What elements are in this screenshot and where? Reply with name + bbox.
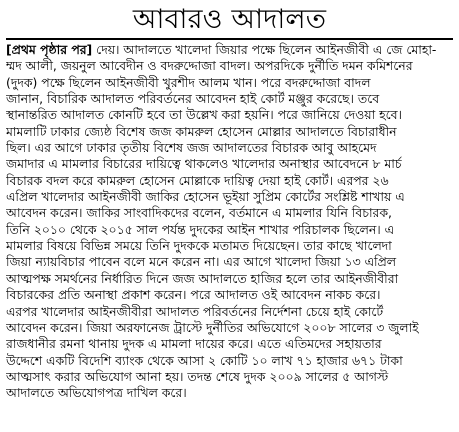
article-line-text: দেয়। আদালতে খালেদা জিয়ার পক্ষে ছিলেন আইনজীবী এ জে মোহা- bbox=[92, 42, 437, 57]
article-line: আত্মসাৎ করার অভিযোগ আনা হয়। তদন্ত শেষে দুদক ২০০৯ সালের ৫ আগস্ট bbox=[6, 368, 389, 384]
article-line: এরপর খালেদার আইনজীবীরা আদালত পরিবর্তনের নির্দেশনা চেয়ে হাই কোর্টে bbox=[6, 303, 384, 319]
article-line: মামলাটি ঢাকার জ্যেষ্ঠ বিশেষ জজ কামরুল হোসেন মোল্লার আদালতে বিচারাধীন bbox=[6, 123, 397, 139]
article-line: জিয়া ন্যায়বিচার পাবেন বলে মনে করেন না। এর আগে খালেদা জিয়া ১৩ এপ্রিল bbox=[6, 254, 397, 270]
article-line: তিনি ২০১০ থেকে ২০১৫ সাল পর্যন্ত দুদকের আইন শাখার পরিচালক ছিলেন। এ bbox=[6, 221, 395, 237]
headline-rule bbox=[6, 38, 453, 40]
article-body bbox=[6, 42, 453, 402]
article-line: (দুদক) পক্ষে ছিলেন আইনজীবী খুরশীদ আলম খান। পরে বদরুদ্দোজা বাদল bbox=[6, 74, 371, 90]
article-line: আদালতে অভিযোগপত্র দাখিল করে। bbox=[6, 385, 187, 401]
article-line: ম্মদ আলী, জয়নুল আবেদীন ও বদরুদ্দোজা বাদল। অপরদিকে দুর্নীতি দমন কমিশনের bbox=[6, 58, 413, 74]
headline: আবারও আদালত bbox=[132, 4, 327, 35]
article-line: আত্মপক্ষ সমর্থনের নির্ধারিত দিনে জজ আদালতে হাজির হলে তার আইনজীবীরা bbox=[6, 270, 399, 286]
article-line: জানান, বিচারিক আদালত পরিবর্তনের আবেদন হাই কোর্ট মঞ্জুর করেছে। তবে bbox=[6, 91, 380, 107]
continuation-label: [প্রথম পৃষ্ঠার পর] bbox=[6, 42, 93, 57]
article-line: জমাদার এ মামলার বিচারের দায়িত্বে থাকলেও খালেদার অনাস্থার আবেদনে ৮ মার্চ bbox=[6, 156, 402, 172]
article-line: এপ্রিল খালেদার আইনজীবী জাকির হোসেন ভূইয়া সুপ্রিম কোর্টের সংশ্লিষ্ট শাখায় এ bbox=[6, 189, 405, 205]
article-line: আবেদন করেন। জিয়া অরফানেজ ট্রাস্টে দুর্নীতির অভিযোগে ২০০৮ সালের ৩ জুলাই bbox=[6, 319, 419, 335]
article-line: বিচারক বদল করে কামরুল হোসেন মোল্লাকে দায়িত্ব দেয়া হাই কোর্ট। এরপর ২৬ bbox=[6, 172, 389, 188]
article-line: আবেদন করেন। জাকির সাংবাদিকদের বলেন, বর্তমানে এ মামলার যিনি বিচারক, bbox=[6, 205, 392, 221]
article-line: রাজধানীর রমনা থানায় দুদক এ মামলা দায়ের করে। এতে এতিমদের সহায়তার bbox=[6, 336, 382, 352]
article-line: উদ্দেশে একটি বিদেশি ব্যাংক থেকে আসা ২ কোটি ১০ লাখ ৭১ হাজার ৬৭১ টাকা bbox=[6, 352, 403, 368]
article-line: স্থানান্তরিত আদালত কোনটি হবে তা উল্লেখ করা হয়নি। পরে জানিয়ে দেওয়া হবে। bbox=[6, 107, 402, 123]
article-line: বিচারকের প্রতি অনাস্থা প্রকাশ করেন। পরে আদালত ওই আবেদন নাকচ করে। bbox=[6, 287, 381, 303]
article-line bbox=[6, 42, 453, 58]
article-line: মামলার বিষয়ে বিভিন্ন সময়ে তিনি দুদককে মতামত দিয়েছেন। তার কাছে খালেদা bbox=[6, 238, 392, 254]
article-line: ছিল। এর আগে ঢাকার তৃতীয় বিশেষ জজ আদালতের বিচারক আবু আহমেদ bbox=[6, 140, 377, 156]
